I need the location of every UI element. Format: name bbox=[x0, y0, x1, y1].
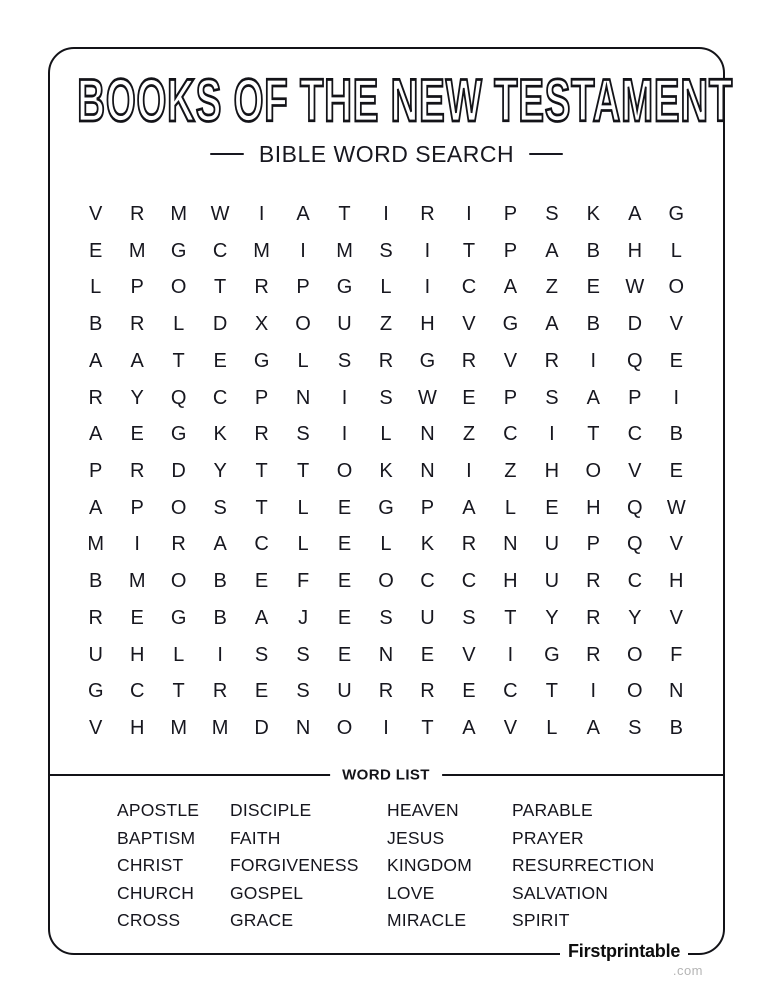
grid-letter: V bbox=[462, 643, 476, 666]
grid-letter: R bbox=[586, 606, 601, 629]
grid-letter: A bbox=[89, 349, 103, 372]
grid-letter: I bbox=[466, 202, 472, 225]
grid-letter: T bbox=[296, 459, 310, 482]
grid-letter: K bbox=[213, 423, 227, 446]
grid-letter: T bbox=[462, 239, 476, 262]
grid-letter: C bbox=[461, 570, 477, 593]
grid-letter: A bbox=[586, 717, 600, 740]
page-subtitle bbox=[0, 140, 773, 168]
grid-letter: R bbox=[129, 459, 145, 482]
grid-letter: L bbox=[504, 496, 516, 519]
grid-letter: R bbox=[420, 680, 435, 703]
grid-letter: L bbox=[297, 533, 309, 556]
grid-letter: L bbox=[173, 313, 185, 336]
grid-letter: D bbox=[212, 313, 228, 336]
grid-letter: G bbox=[87, 680, 104, 703]
word-list-item: LOVE bbox=[387, 882, 435, 903]
grid-letter: X bbox=[254, 313, 269, 336]
grid-letter: E bbox=[254, 680, 269, 703]
word-list-item: SALVATION bbox=[512, 882, 609, 903]
grid-letter: M bbox=[253, 239, 270, 262]
grid-letter: L bbox=[297, 496, 309, 519]
grid-letter: H bbox=[586, 496, 601, 519]
grid-letter: C bbox=[420, 570, 435, 593]
grid-letter: R bbox=[420, 202, 435, 225]
grid-letter: O bbox=[170, 570, 187, 593]
grid-letter: P bbox=[89, 459, 103, 482]
grid-letter: Z bbox=[379, 313, 393, 336]
grid-letter: Q bbox=[170, 386, 187, 409]
grid-letter: E bbox=[669, 349, 683, 372]
grid-letter: S bbox=[545, 202, 559, 225]
grid-letter: E bbox=[586, 276, 600, 299]
grid-letter: Z bbox=[504, 459, 517, 482]
grid-letter: C bbox=[503, 680, 518, 703]
grid-letter: G bbox=[502, 313, 519, 336]
grid-letter: C bbox=[627, 570, 643, 593]
word-list-item: CROSS bbox=[117, 910, 181, 931]
word-list-item: JESUS bbox=[387, 827, 445, 848]
grid-letter: C bbox=[254, 533, 269, 556]
word-list-item: RESURRECTION bbox=[512, 855, 655, 876]
grid-letter: L bbox=[380, 423, 392, 446]
grid-letter: A bbox=[89, 423, 103, 446]
grid-letter: G bbox=[419, 349, 436, 372]
grid-letter: F bbox=[670, 643, 683, 666]
grid-letter: O bbox=[627, 643, 643, 666]
grid-letter: R bbox=[461, 533, 477, 556]
grid-letter: B bbox=[89, 313, 103, 336]
grid-letter: W bbox=[625, 276, 645, 299]
grid-letter: C bbox=[627, 423, 643, 446]
grid-letter: U bbox=[337, 680, 352, 703]
grid-letter: G bbox=[170, 423, 187, 446]
grid-letter: R bbox=[254, 423, 269, 446]
grid-letter: R bbox=[378, 680, 394, 703]
grid-letter: G bbox=[336, 276, 353, 299]
grid-letter: L bbox=[670, 239, 682, 262]
word-list-item: KINGDOM bbox=[387, 855, 473, 876]
grid-letter: I bbox=[217, 643, 223, 666]
word-list-column bbox=[387, 797, 472, 935]
grid-letter: R bbox=[586, 570, 601, 593]
grid-letter: I bbox=[590, 349, 597, 372]
grid-letter: P bbox=[254, 386, 269, 409]
grid-letter: I bbox=[258, 202, 265, 225]
grid-letter: A bbox=[89, 496, 103, 519]
grid-letter: A bbox=[296, 202, 310, 225]
grid-letter: R bbox=[378, 349, 394, 372]
grid-letter: T bbox=[255, 459, 268, 482]
grid-letter: A bbox=[462, 496, 476, 519]
word-list-column bbox=[117, 797, 199, 935]
grid-letter: I bbox=[466, 459, 472, 482]
grid-letter: H bbox=[544, 459, 560, 482]
grid-letter: I bbox=[383, 202, 389, 225]
grid-letter: C bbox=[212, 386, 228, 409]
grid-letter: S bbox=[379, 239, 393, 262]
grid-letter: O bbox=[170, 276, 187, 299]
grid-letter: A bbox=[462, 717, 476, 740]
grid-letter: E bbox=[669, 459, 683, 482]
grid-letter: O bbox=[295, 313, 311, 336]
grid-letter: G bbox=[378, 496, 394, 519]
word-list-item: MIRACLE bbox=[387, 910, 467, 931]
grid-letter: W bbox=[666, 496, 686, 519]
grid-letter: Q bbox=[627, 496, 643, 519]
grid-letter: N bbox=[420, 459, 435, 482]
grid-letter: R bbox=[129, 202, 145, 225]
grid-letter: E bbox=[130, 423, 144, 446]
grid-letter: E bbox=[337, 496, 352, 519]
grid-letter: E bbox=[130, 606, 144, 629]
grid-letter: Y bbox=[545, 606, 559, 629]
grid-letter: G bbox=[668, 202, 685, 225]
grid-letter: V bbox=[669, 533, 683, 556]
grid-letter: Y bbox=[213, 459, 227, 482]
grid-letter: K bbox=[420, 533, 435, 556]
grid-letter: A bbox=[503, 276, 518, 299]
grid-letter: I bbox=[300, 239, 306, 262]
word-list-item: APOSTLE bbox=[117, 800, 200, 820]
grid-letter: P bbox=[296, 276, 310, 299]
grid-letter: K bbox=[586, 202, 600, 225]
grid-letter: T bbox=[172, 680, 185, 703]
grid-letter: O bbox=[170, 496, 187, 519]
grid-letter: U bbox=[88, 643, 103, 666]
grid-letter: W bbox=[210, 202, 230, 225]
grid-letter: S bbox=[545, 386, 559, 409]
grid-letter: M bbox=[128, 570, 146, 593]
grid-letter: C bbox=[461, 276, 477, 299]
grid-letter: N bbox=[420, 423, 435, 446]
grid-letter: R bbox=[254, 276, 269, 299]
grid-letter: E bbox=[337, 570, 352, 593]
grid-letter: S bbox=[379, 386, 393, 409]
word-list-heading: WORD LIST bbox=[330, 767, 442, 784]
grid-letter: E bbox=[462, 680, 476, 703]
grid-letter: J bbox=[298, 606, 309, 629]
grid-letter: V bbox=[462, 313, 476, 336]
grid-letter: R bbox=[586, 643, 601, 666]
grid-letter: V bbox=[503, 717, 518, 740]
grid-letter: S bbox=[296, 643, 310, 666]
grid-letter: A bbox=[254, 606, 269, 629]
grid-letter: B bbox=[213, 606, 227, 629]
grid-letter: I bbox=[549, 423, 555, 446]
grid-letter: L bbox=[380, 533, 392, 556]
grid-letter: G bbox=[544, 643, 560, 666]
grid-letter: T bbox=[172, 349, 185, 372]
grid-letter: B bbox=[213, 570, 227, 593]
grid-letter: Y bbox=[130, 386, 144, 409]
grid-letter: V bbox=[89, 202, 103, 225]
grid-letter: H bbox=[420, 313, 435, 336]
grid-letter: E bbox=[89, 239, 103, 262]
grid-letter: H bbox=[627, 239, 643, 262]
grid-letter: O bbox=[336, 459, 353, 482]
grid-letter: P bbox=[503, 239, 518, 262]
grid-letter: K bbox=[379, 459, 393, 482]
grid-letter: P bbox=[130, 496, 144, 519]
grid-letter: T bbox=[214, 276, 227, 299]
grid-letter: P bbox=[420, 496, 435, 519]
grid-letter: F bbox=[296, 570, 310, 593]
grid-letter: B bbox=[669, 717, 683, 740]
page-title: BOOKS OF THE NEW TESTAMENT bbox=[77, 67, 734, 135]
grid-letter: O bbox=[668, 276, 685, 299]
grid-letter: B bbox=[586, 313, 600, 336]
grid-letter: Q bbox=[627, 533, 643, 556]
subtitle-text: BIBLE WORD SEARCH bbox=[258, 140, 515, 167]
grid-letter: A bbox=[545, 239, 559, 262]
grid-letter: A bbox=[130, 349, 144, 372]
grid-letter: S bbox=[254, 643, 269, 666]
grid-letter: Q bbox=[627, 349, 643, 372]
grid-letter: D bbox=[627, 313, 643, 336]
grid-letter: S bbox=[296, 680, 310, 703]
grid-letter: U bbox=[337, 313, 352, 336]
grid-letter: R bbox=[88, 606, 103, 629]
grid-letter: U bbox=[544, 570, 560, 593]
grid-letter: Z bbox=[462, 423, 476, 446]
grid-letter: C bbox=[129, 680, 145, 703]
grid-letter: E bbox=[420, 643, 435, 666]
grid-letter: O bbox=[336, 717, 353, 740]
grid-letter: E bbox=[462, 386, 476, 409]
grid-letter: N bbox=[503, 533, 518, 556]
grid-letter: O bbox=[585, 459, 602, 482]
grid-letter: S bbox=[337, 349, 352, 372]
grid-letter: M bbox=[211, 717, 229, 740]
grid-letter: A bbox=[586, 386, 600, 409]
grid-letter: E bbox=[337, 606, 352, 629]
word-list-column bbox=[230, 797, 359, 935]
grid-letter: S bbox=[462, 606, 476, 629]
subtitle-left-dash bbox=[210, 153, 244, 156]
word-list-item: GRACE bbox=[230, 910, 294, 931]
brand-domain-suffix: .com bbox=[672, 963, 703, 978]
grid-letter: P bbox=[503, 202, 518, 225]
grid-letter: E bbox=[337, 533, 352, 556]
grid-letter: L bbox=[546, 717, 558, 740]
grid-letter: P bbox=[586, 533, 600, 556]
grid-letter: I bbox=[590, 680, 597, 703]
word-list bbox=[0, 797, 773, 937]
word-list-item: SPIRIT bbox=[512, 910, 570, 931]
word-list-item: DISCIPLE bbox=[230, 800, 312, 820]
grid-letter: R bbox=[461, 349, 477, 372]
grid-letter: U bbox=[420, 606, 435, 629]
grid-letter: B bbox=[89, 570, 103, 593]
grid-letter: R bbox=[544, 349, 560, 372]
grid-letter: P bbox=[628, 386, 642, 409]
grid-letter: T bbox=[545, 680, 558, 703]
grid-letter: I bbox=[424, 276, 431, 299]
grid-letter: I bbox=[673, 386, 680, 409]
grid-letter: T bbox=[255, 496, 268, 519]
grid-letter: A bbox=[213, 533, 227, 556]
grid-letter: D bbox=[254, 717, 269, 740]
grid-letter: C bbox=[212, 239, 228, 262]
grid-letter: N bbox=[295, 717, 311, 740]
grid-letter: I bbox=[507, 643, 514, 666]
grid-letter: G bbox=[170, 606, 187, 629]
grid-letter: T bbox=[421, 717, 434, 740]
grid-letter: V bbox=[628, 459, 642, 482]
grid-letter: L bbox=[173, 643, 185, 666]
grid-letter: Y bbox=[628, 606, 642, 629]
grid-letter: M bbox=[170, 202, 187, 225]
grid-letter: N bbox=[378, 643, 394, 666]
grid-letter: H bbox=[669, 570, 684, 593]
grid-letter: I bbox=[424, 239, 431, 262]
grid-letter: I bbox=[341, 386, 348, 409]
grid-letter: R bbox=[88, 386, 103, 409]
grid-letter: L bbox=[380, 276, 392, 299]
word-list-item: BAPTISM bbox=[117, 827, 196, 848]
word-list-item: CHRIST bbox=[117, 855, 184, 876]
grid-letter: N bbox=[669, 680, 684, 703]
grid-letter: V bbox=[669, 606, 683, 629]
grid-letter: S bbox=[379, 606, 393, 629]
word-list-item: PRAYER bbox=[512, 827, 584, 848]
grid-letter: U bbox=[544, 533, 560, 556]
grid-letter: C bbox=[503, 423, 518, 446]
grid-letter: L bbox=[297, 349, 309, 372]
grid-letter: G bbox=[253, 349, 270, 372]
grid-letter: S bbox=[213, 496, 227, 519]
grid-letter: Z bbox=[545, 276, 558, 299]
word-list-item: FORGIVENESS bbox=[230, 855, 359, 876]
grid-letter: V bbox=[669, 313, 683, 336]
grid-letter: O bbox=[378, 570, 394, 593]
grid-letter: G bbox=[170, 239, 187, 262]
grid-letter: D bbox=[171, 459, 186, 482]
grid-letter: H bbox=[129, 643, 145, 666]
grid-letter: I bbox=[383, 717, 389, 740]
grid-letter: V bbox=[89, 717, 103, 740]
word-list-item: GOSPEL bbox=[230, 882, 304, 903]
grid-letter: B bbox=[586, 239, 600, 262]
word-list-item: PARABLE bbox=[512, 800, 593, 820]
grid-letter: E bbox=[337, 643, 352, 666]
grid-letter: N bbox=[295, 386, 311, 409]
word-list-column bbox=[512, 797, 654, 935]
grid-letter: M bbox=[128, 239, 146, 262]
grid-letter: M bbox=[336, 239, 353, 262]
grid-letter: O bbox=[627, 680, 643, 703]
grid-letter: M bbox=[170, 717, 187, 740]
grid-letter: T bbox=[587, 423, 600, 446]
grid-letter: T bbox=[338, 202, 351, 225]
word-list-item: HEAVEN bbox=[387, 800, 459, 820]
grid-letter: P bbox=[130, 276, 144, 299]
word-list-item: CHURCH bbox=[117, 882, 195, 903]
grid-letter: H bbox=[129, 717, 145, 740]
grid-letter: B bbox=[669, 423, 683, 446]
brand-logo: Firstprintable bbox=[560, 941, 688, 962]
grid-letter: E bbox=[545, 496, 559, 519]
subtitle-right-dash bbox=[529, 153, 563, 156]
grid-letter: T bbox=[504, 606, 517, 629]
grid-letter: V bbox=[503, 349, 518, 372]
grid-letter: E bbox=[213, 349, 227, 372]
grid-letter: M bbox=[87, 533, 105, 556]
grid-letter: I bbox=[134, 533, 140, 556]
word-list-item: FAITH bbox=[230, 827, 281, 848]
grid-letter: P bbox=[503, 386, 518, 409]
grid-letter: H bbox=[503, 570, 518, 593]
grid-letter: I bbox=[341, 423, 348, 446]
grid-letter: S bbox=[296, 423, 310, 446]
grid-letter: R bbox=[212, 680, 228, 703]
grid-letter: R bbox=[171, 533, 186, 556]
grid-letter: A bbox=[545, 313, 559, 336]
grid-letter: E bbox=[254, 570, 269, 593]
grid-letter: L bbox=[90, 276, 102, 299]
grid-letter: A bbox=[628, 202, 642, 225]
grid-letter: W bbox=[418, 386, 437, 409]
letter-grid bbox=[75, 196, 697, 747]
grid-letter: S bbox=[628, 717, 642, 740]
grid-letter: R bbox=[129, 313, 145, 336]
